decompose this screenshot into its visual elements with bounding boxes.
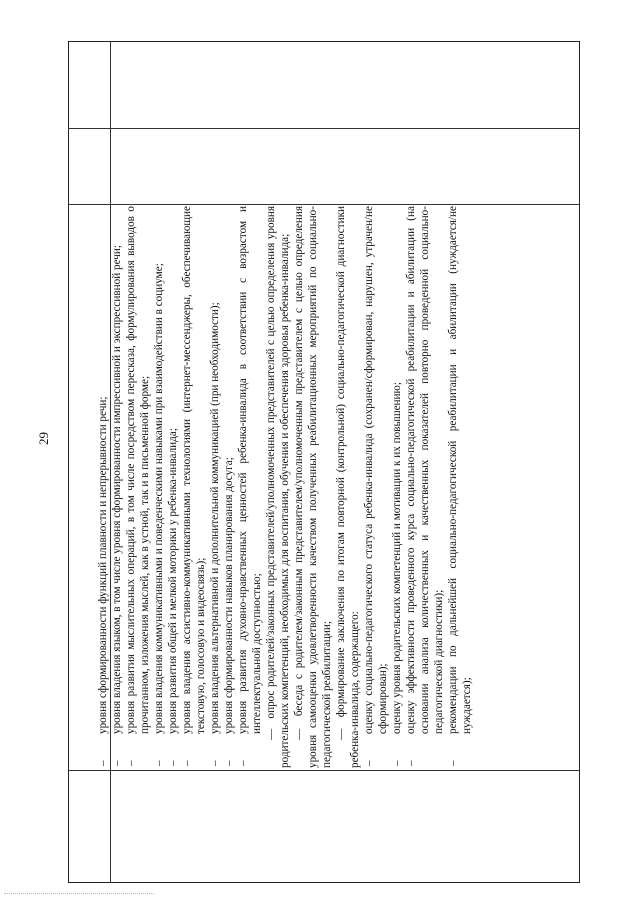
procedure-paragraph	[264, 206, 292, 768]
conclusion-list-item	[362, 206, 390, 768]
dash-bullet: –	[223, 760, 235, 766]
list-item-text: уровня владения коммуникативными и поведенческими навыками при взаимодействии в социуме;	[153, 263, 165, 734]
dash-bullet: –	[237, 760, 249, 766]
dash-bullet: –	[153, 760, 165, 766]
list-item-text: уровня сформированности навыков планирования досуга;	[223, 457, 235, 734]
dash-bullet: –	[97, 760, 109, 766]
list-item-text: уровня владения языком, в том числе уровня сформированности импрессивной и экспрессивной речи;	[111, 244, 123, 734]
em-dash: —	[293, 728, 305, 740]
list-item-text: уровня развития мыслительных операций, в том числе посредством пересказа, формулирования выводов о прочитанном, изложения мыслей, как в устной, так и в письменной форме;	[125, 206, 151, 734]
table-row-divider	[68, 204, 580, 205]
table-row-divider	[68, 128, 580, 129]
assessment-list-item	[222, 206, 236, 768]
procedure-paragraph	[334, 206, 362, 768]
list-item-text: уровня владения альтернативной и дополнительной коммуникацией (при необходимости);	[209, 302, 221, 734]
list-item-text: оценку уровня родительских компетенций и мотивации к их повышению;	[391, 382, 403, 734]
assessment-list-item	[110, 206, 124, 768]
dash-bullet: –	[181, 760, 193, 766]
dash-bullet: –	[363, 760, 375, 766]
list-item-text: уровня развития общей и мелкой моторики у ребенка-инвалида;	[167, 428, 179, 734]
assessment-list-item	[124, 206, 152, 768]
dash-bullet: –	[447, 760, 459, 766]
list-item-text: оценку эффективности проведенного курса социально-педагогической реабилитации и абилитации (на основании анализа количественных и качественных показателей повторно проведенной социально-педагогической диагностики);	[405, 206, 445, 734]
page-number: 29	[36, 432, 51, 445]
rotated-content-block	[96, 206, 574, 768]
assessment-list-item	[208, 206, 222, 768]
dash-bullet: –	[391, 760, 403, 766]
em-dash: —	[265, 728, 277, 740]
scan-artifact	[4, 893, 154, 900]
dash-bullet: –	[209, 760, 221, 766]
conclusion-list-item	[446, 206, 474, 768]
list-item-text: рекомендации по дальнейшей социально-педагогической реабилитации и абилитации (нуждается/не нуждается);	[447, 206, 473, 734]
conclusion-list-item	[404, 206, 446, 768]
paragraph-text: формирование заключения по итогам повторной (контрольной) социально-педагогической диагностики ребенка-инвалида, содержащего:	[335, 206, 361, 768]
conclusion-list-item	[390, 206, 404, 768]
procedure-paragraph	[292, 206, 334, 768]
list-item-text: уровня владения ассистивно-коммуникативными технологиями (интернет-мессенджеры, обеспечивающие текстовую, голосовую и видеосвязь);	[181, 206, 207, 734]
em-dash: —	[335, 728, 347, 740]
list-item-text: уровня развития духовно-нравственных ценностей ребенка-инвалида в соответствии с возрастом и интеллектуальной доступностью;	[237, 206, 263, 734]
dash-bullet: –	[111, 760, 123, 766]
assessment-list-item	[236, 206, 264, 768]
list-item-text: оценку социально-педагогического статуса ребенка-инвалида (сохранен/сформирован, нарушен, утрачен/не сформирован);	[363, 206, 389, 734]
assessment-list-item	[180, 206, 208, 768]
dash-bullet: –	[167, 760, 179, 766]
assessment-list-item	[152, 206, 166, 768]
assessment-list-item	[96, 206, 110, 768]
dash-bullet: –	[405, 760, 417, 766]
paragraph-text: беседа с родителем/законным представителем/уполномоченным представителем с целью определения уровня самооценки удовлетворенности качеством полученных реабилитационных мероприятий по социально-педагогической реабилитации;	[293, 206, 333, 768]
paragraph-text: опрос родителей/законных представителей/уполномоченных представителей с целью определения уровня родительских компетенций, необходимых для воспитания, обучения и обеспечения здоровья ребенка-инвалида;	[265, 206, 291, 768]
list-item-text: уровня сформированности функций плавности и непрерывности речи;	[97, 396, 109, 734]
assessment-list-item	[166, 206, 180, 768]
table-row-divider	[68, 770, 580, 771]
dash-bullet: –	[125, 760, 137, 766]
